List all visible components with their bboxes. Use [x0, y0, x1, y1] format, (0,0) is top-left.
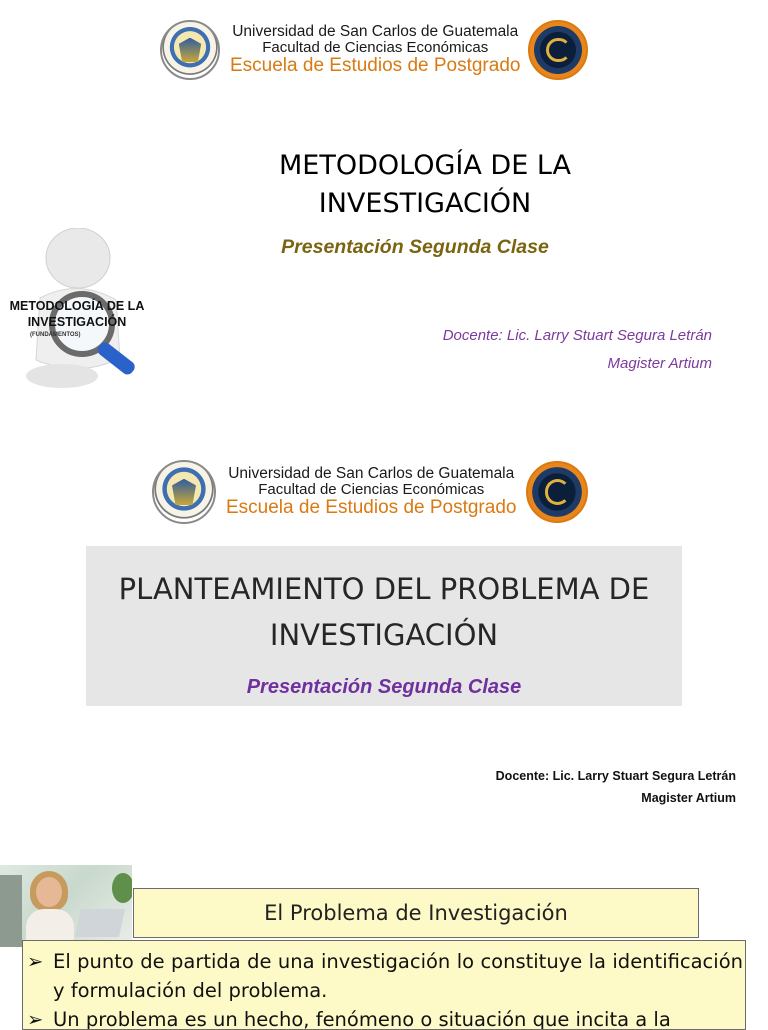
usac-seal-icon	[160, 20, 220, 80]
slide1-subtitle: Presentación Segunda Clase	[281, 236, 549, 258]
list-item	[27, 1005, 743, 1030]
slide1-docente-degree: Magister Artium	[607, 355, 712, 372]
slide1-title	[180, 147, 670, 223]
header-logo-slide1	[160, 20, 588, 80]
slide3-heading: El Problema de Investigación	[133, 888, 699, 938]
figure-label-small: (FUNDAMENTOS)	[30, 332, 81, 338]
slide2-docente	[496, 765, 736, 809]
slide2-docente-degree: Magister Artium	[641, 791, 736, 805]
bullet-text: El punto de partida de una investigación lo constituye la identificación y formulación del problema.	[53, 950, 743, 1002]
woman-laptop-photo	[0, 865, 132, 947]
list-item	[27, 947, 743, 1005]
school-name: Escuela de Estudios de Postgrado	[230, 55, 521, 77]
slide1-title-line2: INVESTIGACIÓN	[318, 188, 532, 219]
slide3-bullet-list	[22, 940, 746, 1030]
figure-label	[2, 298, 152, 330]
school-name: Escuela de Estudios de Postgrado	[226, 497, 517, 519]
slide2-docente-name: Docente: Lic. Larry Stuart Segura Letrán	[495, 769, 736, 783]
slide2-title	[86, 566, 682, 658]
usac-seal-icon	[152, 460, 216, 524]
slide1-docente-name: Docente: Lic. Larry Stuart Segura Letrán	[442, 327, 712, 344]
arrow-bullet-icon: ➢	[27, 1008, 44, 1030]
slide2-title-line2: INVESTIGACIÓN	[269, 618, 499, 652]
university-heading	[230, 24, 520, 76]
figure-label-line1: METODOLOGÍA DE LA	[9, 299, 145, 313]
slide1-title-line1: METODOLOGÍA DE LA	[279, 150, 571, 181]
bullet-text: Un problema es un hecho, fenómeno o situación que incita a la	[53, 1008, 671, 1030]
postgrado-seal-icon	[526, 461, 588, 523]
figure-label-line2: INVESTIGACIÓN	[27, 315, 127, 329]
slide2-title-line1: PLANTEAMIENTO DEL PROBLEMA DE	[118, 572, 650, 606]
header-logo-slide2	[152, 460, 588, 524]
university-name: Universidad de San Carlos de Guatemala	[228, 465, 515, 483]
postgrado-seal-icon	[528, 20, 588, 80]
magnifier-figure	[0, 228, 150, 388]
faculty-name: Facultad de Ciencias Económicas	[258, 481, 485, 499]
faculty-name: Facultad de Ciencias Económicas	[262, 39, 489, 57]
slide1-docente	[443, 322, 712, 378]
arrow-bullet-icon: ➢	[27, 950, 44, 973]
slide2-subtitle: Presentación Segunda Clase	[246, 676, 522, 698]
university-name: Universidad de San Carlos de Guatemala	[232, 23, 519, 41]
university-heading	[226, 466, 516, 518]
